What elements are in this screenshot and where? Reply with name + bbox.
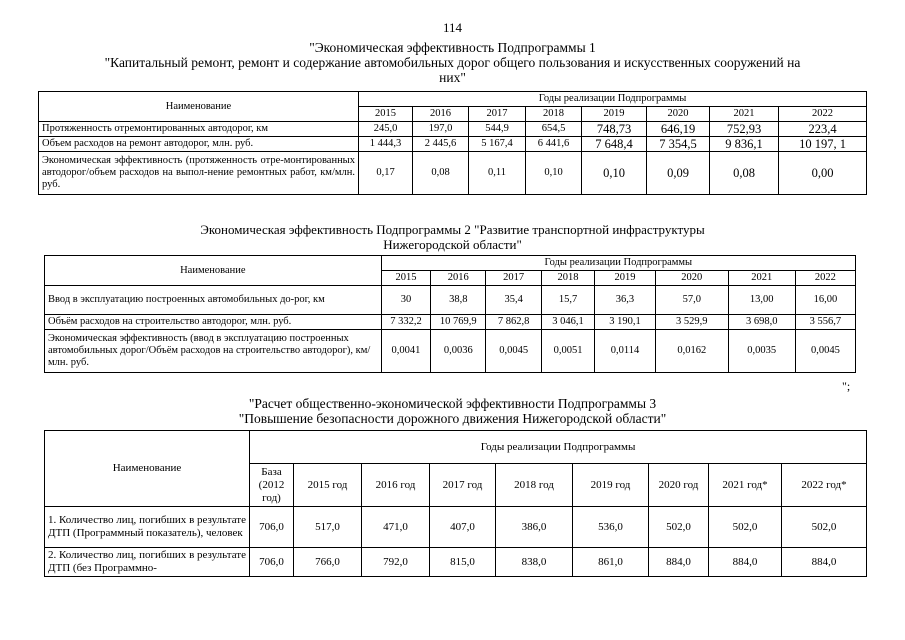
value-cell: 10 769,9: [431, 315, 486, 330]
year-cell: 2017 год: [430, 464, 496, 507]
value-cell: 748,73: [582, 122, 647, 137]
value-cell: 57,0: [656, 286, 729, 315]
value-cell: 0,11: [469, 152, 526, 195]
header-years: Годы реализации Подпрограммы: [250, 431, 867, 464]
year-cell: 2022 год*: [782, 464, 867, 507]
value-cell: 884,0: [709, 548, 782, 577]
section1-title-line1: "Экономическая эффективность Подпрограммы 1: [309, 40, 596, 55]
value-cell: 3 698,0: [728, 315, 795, 330]
table-row: [45, 330, 856, 373]
value-cell: 15,7: [542, 286, 595, 315]
row-label: Объём расходов на строительство автодорог, млн. руб.: [45, 315, 382, 330]
value-cell: 3 190,1: [594, 315, 655, 330]
table-row: [45, 286, 856, 315]
year-cell: 2019 год: [573, 464, 649, 507]
year-cell: 2020 год: [649, 464, 709, 507]
year-cell: 2016: [413, 107, 469, 122]
value-cell: 502,0: [709, 507, 782, 548]
table-subprogram-1: [38, 91, 867, 195]
table-row: [45, 315, 856, 330]
table-row: [45, 507, 867, 548]
value-cell: 3 046,1: [542, 315, 595, 330]
value-cell: 502,0: [782, 507, 867, 548]
value-cell: 386,0: [496, 507, 573, 548]
value-cell: 7 862,8: [486, 315, 542, 330]
value-cell: 7 648,4: [582, 137, 647, 152]
year-cell: 2015: [359, 107, 413, 122]
section1-title-line3: них": [439, 70, 466, 85]
value-cell: 544,9: [469, 122, 526, 137]
value-cell: 815,0: [430, 548, 496, 577]
header-name: Наименование: [39, 92, 359, 122]
value-cell: 6 441,6: [526, 137, 582, 152]
table-subprogram-3: [44, 430, 867, 577]
value-cell: 9 836,1: [710, 137, 779, 152]
section1-title-line2: "Капитальный ремонт, ремонт и содержание автомобильных дорог общего пользования и искусственных сооружений на: [104, 55, 801, 70]
year-cell: 2016 год: [362, 464, 430, 507]
value-cell: 792,0: [362, 548, 430, 577]
value-cell: 35,4: [486, 286, 542, 315]
closing-quote-mark: ";: [842, 379, 851, 393]
year-cell: 2021: [728, 271, 795, 286]
value-cell: 407,0: [430, 507, 496, 548]
section2-title-line2: Нижегородской области": [383, 237, 522, 252]
table-row: [45, 548, 867, 577]
section3-title-line2: "Повышение безопасности дорожного движения Нижегородской области": [238, 411, 667, 426]
value-cell: 536,0: [573, 507, 649, 548]
header-name: Наименование: [45, 431, 250, 507]
value-cell: 884,0: [649, 548, 709, 577]
year-cell: 2018: [526, 107, 582, 122]
value-cell: 38,8: [431, 286, 486, 315]
value-cell: 838,0: [496, 548, 573, 577]
value-cell: 0,0045: [795, 330, 855, 373]
table-subprogram-2: [44, 255, 856, 373]
value-cell: 197,0: [413, 122, 469, 137]
year-cell-base: База (2012 год): [250, 464, 294, 507]
year-cell: 2019: [594, 271, 655, 286]
value-cell: 16,00: [795, 286, 855, 315]
value-cell: 0,0051: [542, 330, 595, 373]
year-cell: 2021 год*: [709, 464, 782, 507]
year-cell: 2020: [647, 107, 710, 122]
value-cell: 223,4: [779, 122, 867, 137]
year-cell: 2016: [431, 271, 486, 286]
header-years: Годы реализации Подпрограммы: [359, 92, 867, 107]
value-cell: 502,0: [649, 507, 709, 548]
row-label: 1. Количество лиц, погибших в результате ДТП (Программный показатель), человек: [45, 507, 250, 548]
year-cell: 2017: [486, 271, 542, 286]
section1-title: [20, 40, 885, 85]
value-cell: 0,0035: [728, 330, 795, 373]
row-label: Экономическая эффективность (протяженность отре-монтированных автодорог/объем расходов на выпол-нение ремонтных работ, км/млн. руб.: [39, 152, 359, 195]
value-cell: 1 444,3: [359, 137, 413, 152]
value-cell: 0,08: [710, 152, 779, 195]
value-cell: 654,5: [526, 122, 582, 137]
value-cell: 3 529,9: [656, 315, 729, 330]
value-cell: 517,0: [294, 507, 362, 548]
value-cell: 0,0045: [486, 330, 542, 373]
value-cell: 13,00: [728, 286, 795, 315]
row-label: Протяженность отремонтированных автодорог, км: [39, 122, 359, 137]
header-years: Годы реализации Подпрограммы: [381, 256, 855, 271]
value-cell: 646,19: [647, 122, 710, 137]
value-cell: 30: [381, 286, 431, 315]
section3-title-line1: "Расчет общественно-экономической эффективности Подпрограммы 3: [248, 396, 657, 411]
value-cell: 0,00: [779, 152, 867, 195]
year-cell: 2020: [656, 271, 729, 286]
value-cell: 7 354,5: [647, 137, 710, 152]
value-cell: 0,17: [359, 152, 413, 195]
header-name: Наименование: [45, 256, 382, 286]
year-cell: 2015 год: [294, 464, 362, 507]
value-cell: 36,3: [594, 286, 655, 315]
value-cell: 0,0162: [656, 330, 729, 373]
row-label: Экономическая эффективность (ввод в эксплуатацию построенных автомобильных дорог/Объём расходов на строительство автодорог), км/млн. руб.: [45, 330, 382, 373]
year-cell: 2022: [779, 107, 867, 122]
year-cell: 2015: [381, 271, 431, 286]
value-cell: 861,0: [573, 548, 649, 577]
value-cell: 0,0036: [431, 330, 486, 373]
year-cell: 2018 год: [496, 464, 573, 507]
section3-title: [20, 396, 885, 426]
value-cell: 0,08: [413, 152, 469, 195]
row-label: Объем расходов на ремонт автодорог, млн. руб.: [39, 137, 359, 152]
year-cell: 2019: [582, 107, 647, 122]
value-cell: 0,10: [526, 152, 582, 195]
value-cell: 706,0: [250, 507, 294, 548]
table-row: [39, 152, 867, 195]
year-cell: 2018: [542, 271, 595, 286]
year-cell: 2017: [469, 107, 526, 122]
section2-title-line1: Экономическая эффективность Подпрограммы 2 "Развитие транспортной инфраструктуры: [200, 222, 705, 237]
value-cell: 2 445,6: [413, 137, 469, 152]
value-cell: 0,10: [582, 152, 647, 195]
value-cell: 10 197, 1: [779, 137, 867, 152]
value-cell: 5 167,4: [469, 137, 526, 152]
value-cell: 884,0: [782, 548, 867, 577]
value-cell: 0,0114: [594, 330, 655, 373]
row-label: 2. Количество лиц, погибших в результате ДТП (без Программно-: [45, 548, 250, 577]
value-cell: 0,09: [647, 152, 710, 195]
value-cell: 0,0041: [381, 330, 431, 373]
table-row: [39, 137, 867, 152]
value-cell: 706,0: [250, 548, 294, 577]
value-cell: 752,93: [710, 122, 779, 137]
year-cell: 2021: [710, 107, 779, 122]
section2-title: [20, 222, 885, 252]
value-cell: 766,0: [294, 548, 362, 577]
table-row: [39, 122, 867, 137]
year-cell: 2022: [795, 271, 855, 286]
page-number: 114: [442, 20, 463, 35]
value-cell: 245,0: [359, 122, 413, 137]
value-cell: 7 332,2: [381, 315, 431, 330]
row-label: Ввод в эксплуатацию построенных автомобильных до-рог, км: [45, 286, 382, 315]
value-cell: 471,0: [362, 507, 430, 548]
value-cell: 3 556,7: [795, 315, 855, 330]
